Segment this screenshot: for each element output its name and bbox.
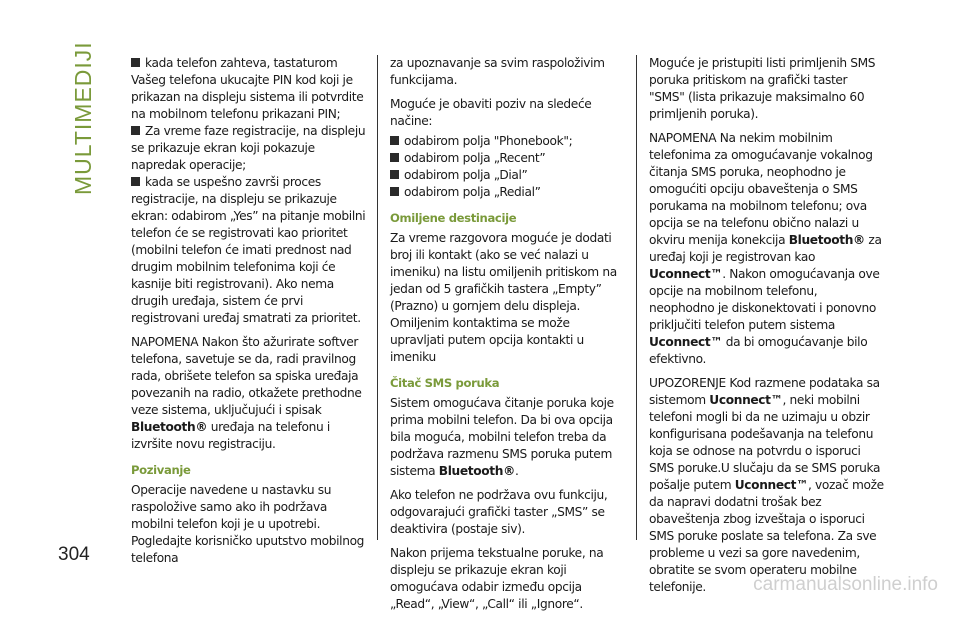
paragraph: Za vreme razgovora moguće je dodati broj ili kontakt (ako se već nalazi u imeniku) na listu omiljenih pritiskom na jedan od 5 grafičkih tastera „Empty” (Prazno) u gornjem delu displeja. Omiljenim kontaktima se može upravljati putem opcija kontakti u imeniku xyxy=(390,231,617,364)
note-paragraph: NAPOMENA Na nekim mobilnim telefonima za omogućavanje vokalnog čitanja SMS poruka, neophodno je omogućiti opciju obaveštenja o SMS porukama na mobilnom telefonu; ova opcija se na telefonu obično nalazi u okviru menija konekcija Bluetooth® za uređaj koji je registrovan kao Uconnect™. Nakon omogućavanja ove opcije na mobilnom telefonu, neophodno je diskonektovati i ponovno priključiti telefon putem sistema Uconnect™ da bi omogućavanje bilo efektivno. xyxy=(649,131,882,366)
paragraph: Sistem omogućava čitanje poruka koje prima mobilni telefon. Da bi ova opcija bila moguća, mobilni telefon treba da podržava razmenu SMS poruka putem sistema Bluetooth®. xyxy=(390,396,614,478)
column-divider xyxy=(636,55,637,540)
paragraph: Moguće je obaviti poziv na sledeće načine: xyxy=(390,97,592,128)
paragraph: Moguće je pristupiti listi primljenih SMS poruka pritiskom na grafički taster "SMS" (lista prikazuje maksimalno 60 primljenih poruka). xyxy=(649,56,876,121)
section-heading: Pozivanje xyxy=(131,463,191,477)
section-title xyxy=(70,41,110,195)
bullet-item: kada telefon zahteva, tastaturom Vašeg telefona ukucajte PIN kod koji je prikazan na displeju sistema ili potvrdite na mobilnom telefonu prikazani PIN; xyxy=(131,55,371,123)
paragraph: Operacije navedene u nastavku su raspoložive samo ako ih podržava mobilni telefon koji je u upotrebi. Pogledajte korisničko uputstvo mobilnog telefona xyxy=(131,483,365,565)
watermark: carmanualsonline.info xyxy=(753,574,938,595)
paragraph: za upoznavanje sa svim raspoloživim funkcijama. xyxy=(390,56,605,87)
bullet-item: kada se uspešno završi proces registracije, na displeju se prikazuje ekran: odabirom „Yes” na pitanje mobilni telefon će se registrovati kao prioritet (mobilni telefon će imati prednost nad drugim mobilnim telefonima koji će kasnije biti registrovani). Ako nema drugih uređaja, sistem će prvi registrovani uređaj smatrati za prioritet. xyxy=(131,174,371,327)
column-divider xyxy=(377,55,378,540)
page-number: 304 xyxy=(58,544,90,565)
section-heading: Omiljene destinacije xyxy=(390,211,517,225)
note-paragraph: NAPOMENA Nakon što ažurirate softver telefona, savetuje se da, radi pravilnog rada, obrišete telefon sa spiska uređaja povezanih na radio, otkažete prethodne veze sistema, uključujući i spisak Bluetooth® uređaja na telefonu i izvršite novu registraciju. xyxy=(131,335,362,451)
bullet-item: odabirom polja "Phonebook"; xyxy=(390,133,624,150)
bullet-item: odabirom polja „Redial” xyxy=(390,184,624,201)
column-2 xyxy=(390,55,624,620)
bullet-item: odabirom polja „Recent” xyxy=(390,150,624,167)
bullet-item: Za vreme faze registracije, na displeju se prikazuje ekran koji pokazuje napredak operacije; xyxy=(131,123,371,174)
section-title-text: MULTIMEDIJI xyxy=(70,41,96,195)
section-heading: Čitač SMS poruka xyxy=(390,376,500,390)
column-1 xyxy=(131,55,371,574)
paragraph: Nakon prijema tekstualne poruke, na displeju se prikazuje ekran koji omogućava odabir između opcija „Read“, „View“, „Call“ ili „Ignore“. xyxy=(390,546,604,611)
bullet-item: odabirom polja „Dial” xyxy=(390,167,624,184)
paragraph: Ako telefon ne podržava ovu funkciju, odgovarajući grafički taster „SMS” se deaktivira (postaje siv). xyxy=(390,488,608,536)
warning-paragraph: UPOZORENJE Kod razmene podataka sa sistemom Uconnect™, neki mobilni telefoni mogli bi da ne uzimaju u obzir konfigurisana podešavanja na telefonu koja se odnose na potvrdu o isporuci SMS poruke.U slučaju da se SMS poruka pošalje putem Uconnect™, vozač može da napravi dodatni trošak bez obaveštenja zbog izveštaja o isporuci SMS poruke poslate sa telefona. Za sve probleme u vezi sa gore navedenim, obratite se svom operateru mobilne telefonije. xyxy=(649,376,884,594)
column-3 xyxy=(649,55,885,603)
